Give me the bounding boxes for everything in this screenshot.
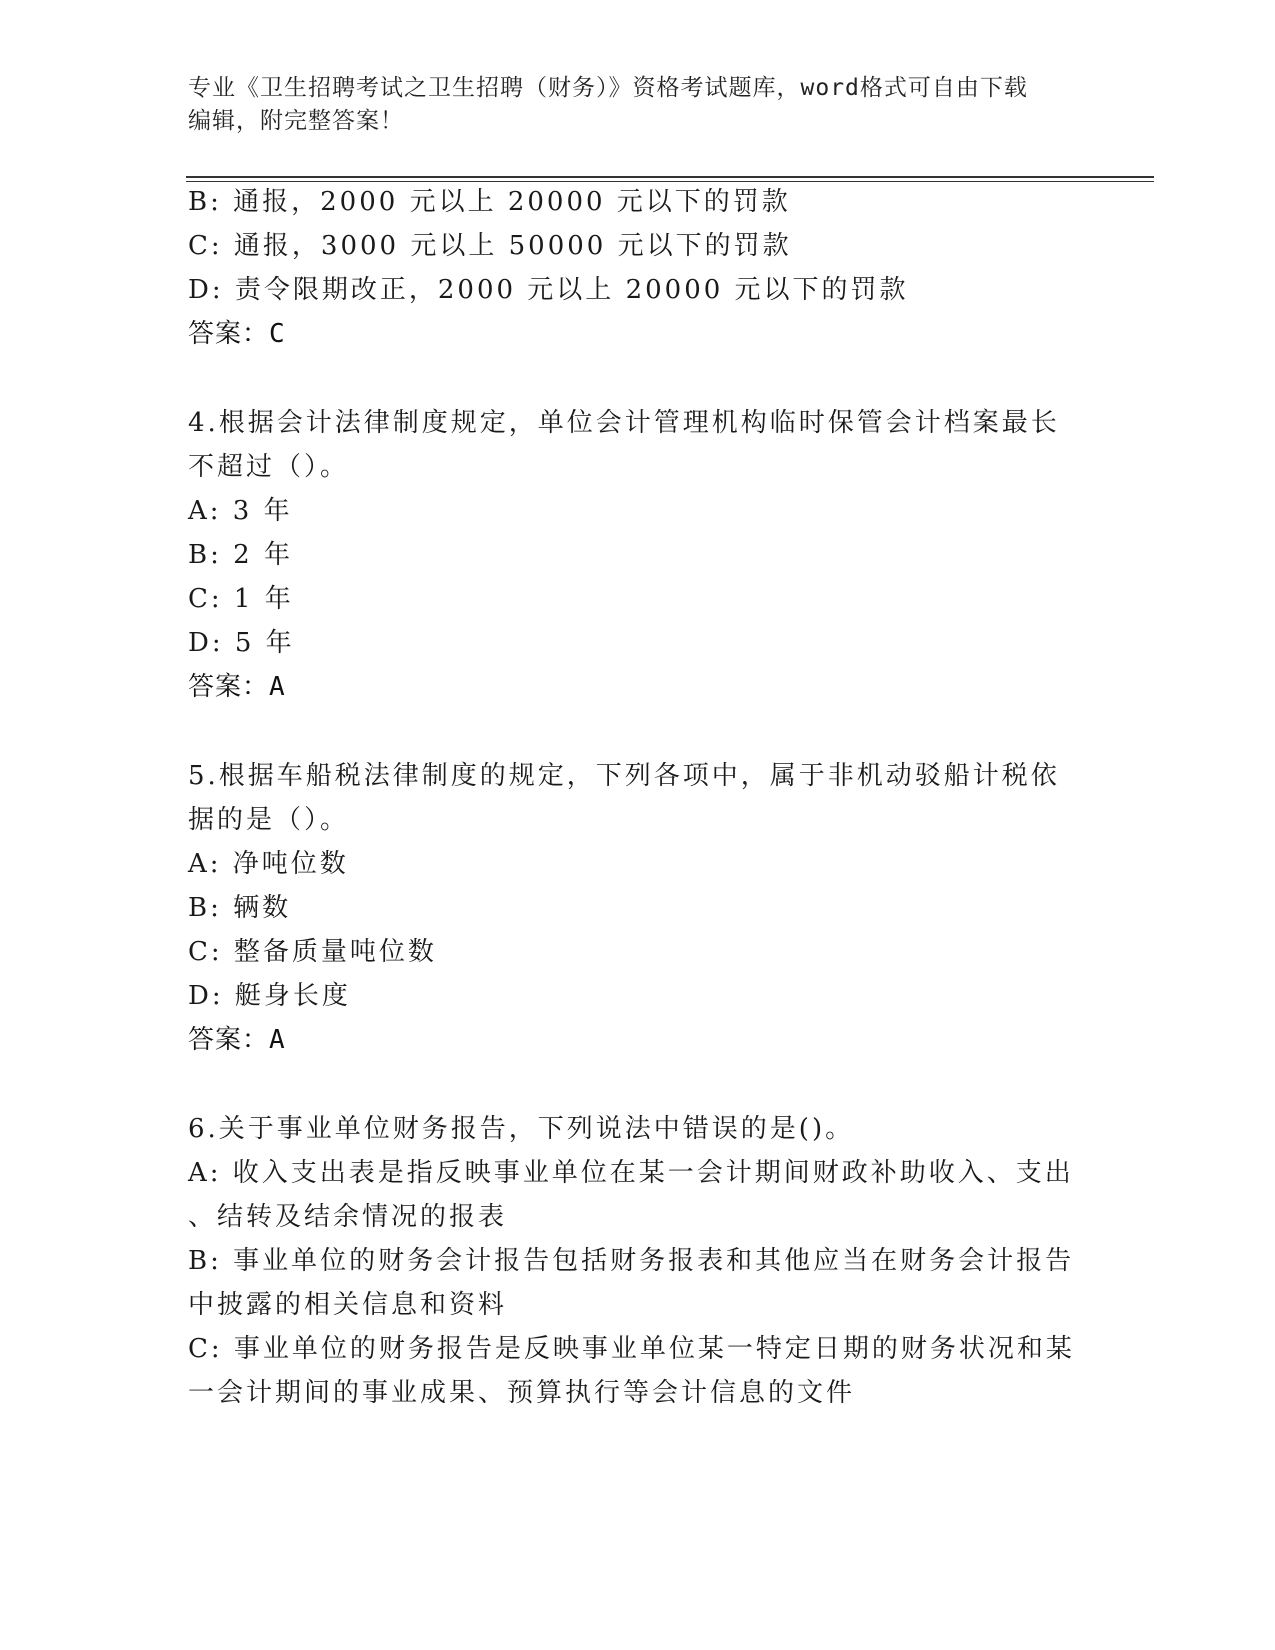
q4-stem-line-1: 4.根据会计法律制度规定，单位会计管理机构临时保管会计档案最长 <box>188 408 1060 438</box>
q4-option-b: B: 2 年 <box>188 540 293 570</box>
q3-option-d: D: 责令限期改正，2000 元以上 20000 元以下的罚款 <box>188 275 909 305</box>
header-divider-thin <box>186 181 1154 182</box>
q4-option-c: C: 1 年 <box>188 584 294 614</box>
document-header <box>188 72 1088 138</box>
header-divider-thick <box>186 176 1154 178</box>
q3-option-c: C: 通报，3000 元以上 50000 元以下的罚款 <box>188 231 792 261</box>
q6-option-a-line-1: A: 收入支出表是指反映事业单位在某一会计期间财政补助收入、支出 <box>188 1158 1074 1188</box>
q3-option-b: B: 通报，2000 元以上 20000 元以下的罚款 <box>188 187 791 217</box>
q6-stem: 6.关于事业单位财务报告，下列说法中错误的是()。 <box>188 1114 855 1144</box>
q6-option-c-line-2: 一会计期间的事业成果、预算执行等会计信息的文件 <box>188 1378 856 1408</box>
q6-option-c-line-1: C: 事业单位的财务报告是反映事业单位某一特定日期的财务状况和某 <box>188 1334 1075 1364</box>
q4-answer: 答案：A <box>188 672 286 702</box>
q5-answer: 答案：A <box>188 1025 286 1055</box>
q5-stem-line-2: 据的是（）。 <box>188 805 350 835</box>
q5-option-c: C: 整备质量吨位数 <box>188 937 437 967</box>
q5-option-a: A: 净吨位数 <box>188 849 349 879</box>
q5-option-b: B: 辆数 <box>188 893 292 923</box>
header-line-2: 编辑，附完整答案！ <box>188 108 404 134</box>
q5-option-d: D: 艇身长度 <box>188 981 351 1011</box>
q3-answer: 答案：C <box>188 319 286 349</box>
q4-option-a: A: 3 年 <box>188 496 293 526</box>
header-line-1: 专业《卫生招聘考试之卫生招聘（财务）》资格考试题库，word格式可自由下载 <box>188 75 1028 101</box>
q5-stem-line-1: 5.根据车船税法律制度的规定，下列各项中，属于非机动驳船计税依 <box>188 761 1060 791</box>
q6-option-a-line-2: 、结转及结余情况的报表 <box>188 1202 508 1232</box>
q6-option-b-line-1: B: 事业单位的财务会计报告包括财务报表和其他应当在财务会计报告 <box>188 1246 1075 1276</box>
q4-option-d: D: 5 年 <box>188 628 295 658</box>
q4-stem-line-2: 不超过（）。 <box>188 452 350 482</box>
q6-option-b-line-2: 中披露的相关信息和资料 <box>188 1290 508 1320</box>
